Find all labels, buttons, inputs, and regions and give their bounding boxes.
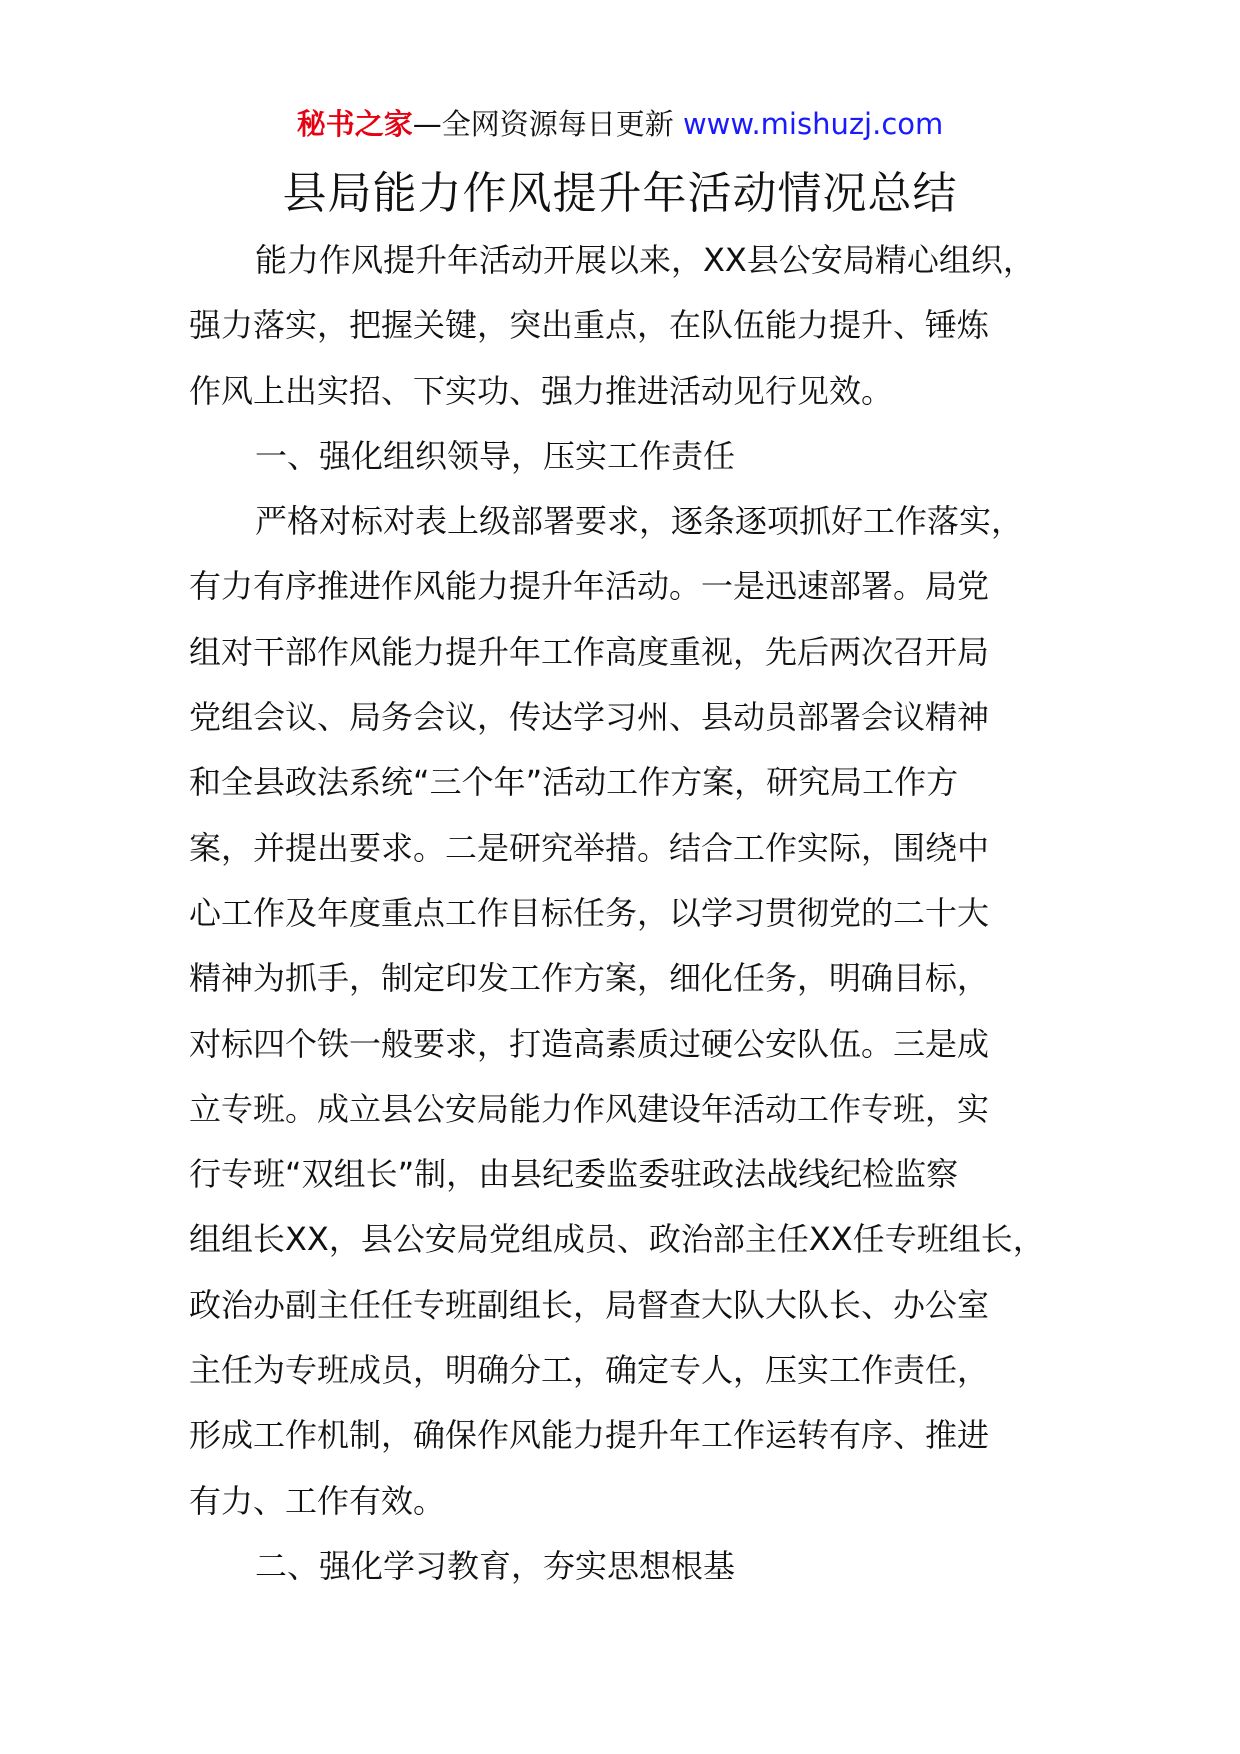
paragraph-line: 有力、工作有效。 [189, 1481, 446, 1520]
paragraph-line: 和全县政法系统“三个年”活动工作方案，研究局工作方 [189, 763, 959, 802]
paragraph-line: 对标四个铁一般要求，打造高素质过硬公安队伍。三是成 [189, 1024, 990, 1063]
paragraph-line: 作风上出实招、下实功、强力推进活动见行见效。 [189, 371, 894, 410]
paragraph-line: 党组会议、局务会议，传达学习州、县动员部署会议精神 [189, 698, 990, 737]
paragraph-line: 形成工作机制，确保作风能力提升年工作运转有序、推进 [189, 1416, 990, 1455]
document-body [189, 228, 1089, 1599]
paragraph-line: 严格对标对表上级部署要求，逐条逐项抓好工作落实， [255, 502, 1024, 541]
paragraph-line: 行专班“双组长”制，由县纪委监委驻政法战线纪检监察 [189, 1155, 959, 1194]
paragraph-line: 组对干部作风能力提升年工作高度重视，先后两次召开局 [189, 632, 990, 671]
brand-name: 秘书之家 [296, 107, 413, 141]
paragraph-line: 立专班。成立县公安局能力作风建设年活动工作专班，实 [189, 1089, 990, 1128]
paragraph-line: 强力落实，把握关键，突出重点，在队伍能力提升、锤炼 [189, 306, 990, 345]
document-title: 县局能力作风提升年活动情况总结 [282, 168, 958, 219]
paragraph-line: 能力作风提升年活动开展以来，XX县公安局精心组织， [255, 241, 1035, 279]
paragraph-line: 组组长XX，县公安局党组成员、政治部主任XX任专班组长， [189, 1220, 1045, 1259]
paragraph-line: 政治办副主任任专班副组长，局督查大队大队长、办公室 [189, 1285, 990, 1324]
brand-tagline: —全网资源每日更新 [412, 107, 674, 141]
paragraph-line: 有力有序推进作风能力提升年活动。一是迅速部署。局党 [189, 567, 990, 606]
section-heading: 二、强化学习教育，夯实思想根基 [255, 1546, 736, 1585]
paragraph-line: 心工作及年度重点工作目标任务，以学习贯彻党的二十大 [189, 893, 990, 932]
paragraph-line: 案，并提出要求。二是研究举措。结合工作实际，围绕中 [189, 828, 990, 867]
website-link[interactable]: www.mishuzj.com [682, 107, 944, 141]
header-banner [0, 102, 1240, 146]
section-heading: 一、强化组织领导，压实工作责任 [255, 436, 736, 475]
paragraph-line: 主任为专班成员，明确分工，确定专人，压实工作责任， [189, 1351, 990, 1390]
paragraph-line: 精神为抓手，制定印发工作方案，细化任务，明确目标， [189, 959, 990, 998]
